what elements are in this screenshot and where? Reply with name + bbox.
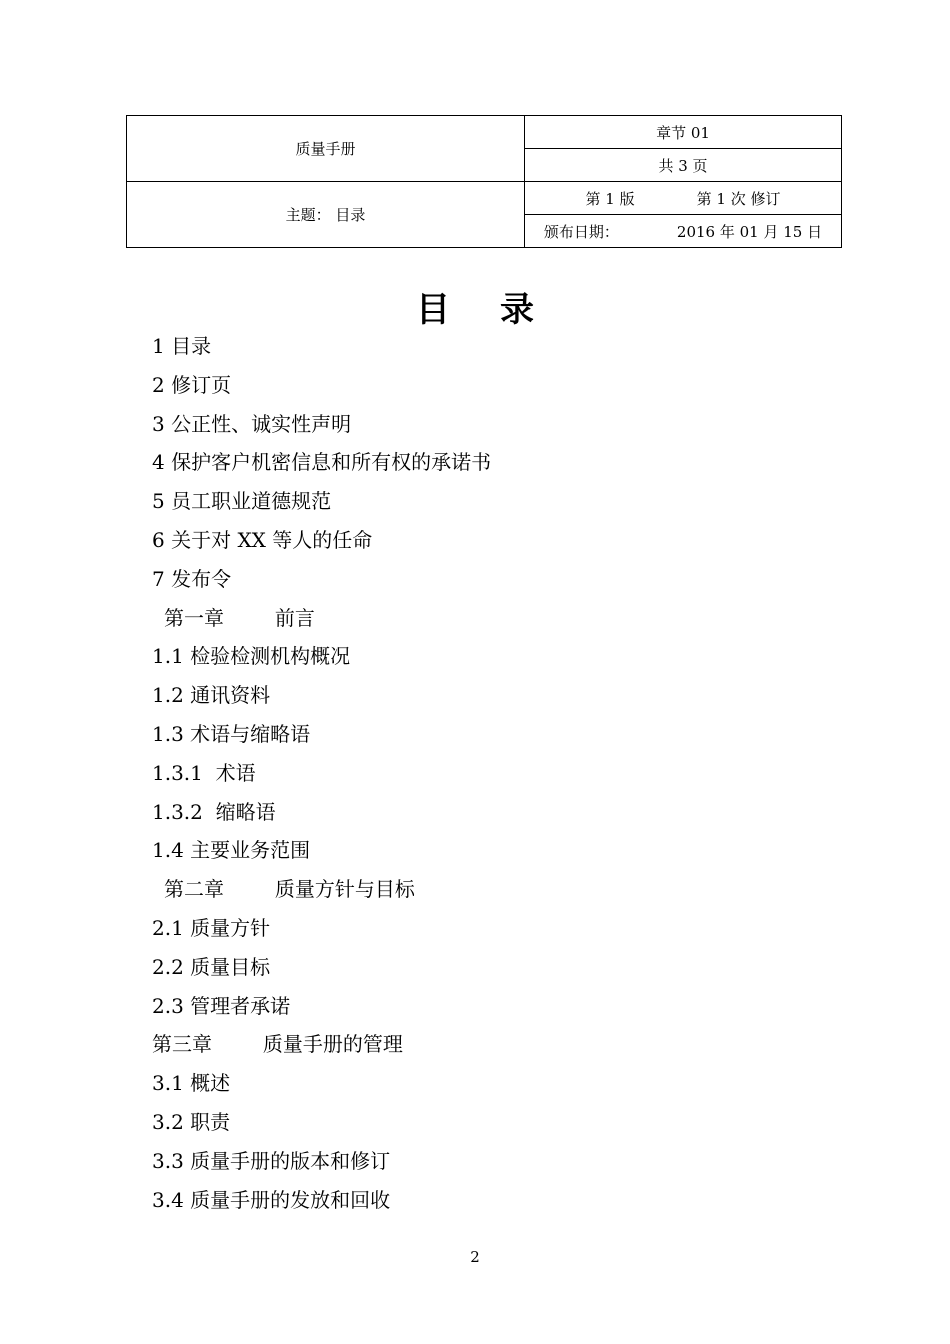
edition-label: 第 1 版 — [585, 189, 635, 208]
toc-entry: 2.3 管理者承诺 — [152, 993, 291, 1018]
toc-entry: 1.4 主要业务范围 — [152, 838, 311, 863]
toc-entry: 3.4 质量手册的发放和回收 — [152, 1187, 391, 1212]
toc-entry: 2.2 质量目标 — [152, 954, 271, 979]
toc-entry: 1 目录 — [152, 334, 212, 358]
table-of-contents — [152, 327, 491, 1219]
subject-cell: 主题： 目录 — [127, 182, 525, 248]
toc-entry: 3 公正性、诚实性声明 — [152, 411, 352, 436]
release-date-label: 颁布日期： — [543, 222, 619, 241]
toc-entry: 3.2 职责 — [152, 1109, 231, 1134]
toc-entry: 5 员工职业道德规范 — [152, 489, 332, 514]
toc-entry: 6 关于对 XX 等人的任命 — [152, 527, 373, 552]
toc-entry: 2.1 质量方针 — [152, 915, 271, 940]
toc-entry: 3.3 质量手册的版本和修订 — [152, 1148, 391, 1173]
edition-revision-cell — [525, 182, 842, 215]
manual-title-cell: 质量手册 — [127, 116, 525, 182]
toc-entry: 1.3.1 术语 — [152, 760, 256, 785]
toc-entry: 第一章 前言 — [164, 605, 315, 630]
total-pages-cell: 共 3 页 — [525, 149, 842, 182]
page-number: 2 — [470, 1248, 480, 1266]
chapter-cell: 章节 01 — [525, 116, 842, 149]
toc-entry: 7 发布令 — [152, 566, 232, 591]
toc-entry: 1.1 检验检测机构概况 — [152, 644, 351, 669]
toc-entry: 4 保护客户机密信息和所有权的承诺书 — [152, 450, 492, 475]
toc-entry: 3.1 概述 — [152, 1071, 231, 1096]
toc-entry: 2 修订页 — [152, 372, 232, 397]
toc-entry: 1.3 术语与缩略语 — [152, 721, 311, 746]
document-header-table — [126, 115, 842, 248]
toc-entry: 1.2 通讯资料 — [152, 683, 271, 708]
release-date-cell — [525, 215, 842, 248]
toc-entry: 第二章 质量方针与目标 — [164, 877, 415, 902]
release-date-value: 2016 年 01 月 15 日 — [676, 222, 823, 241]
page-title: 目录 — [416, 290, 584, 330]
toc-entry: 1.3.2 缩略语 — [152, 799, 276, 824]
revision-label: 第 1 次 修订 — [696, 189, 781, 208]
toc-entry: 第三章 质量手册的管理 — [152, 1032, 403, 1057]
